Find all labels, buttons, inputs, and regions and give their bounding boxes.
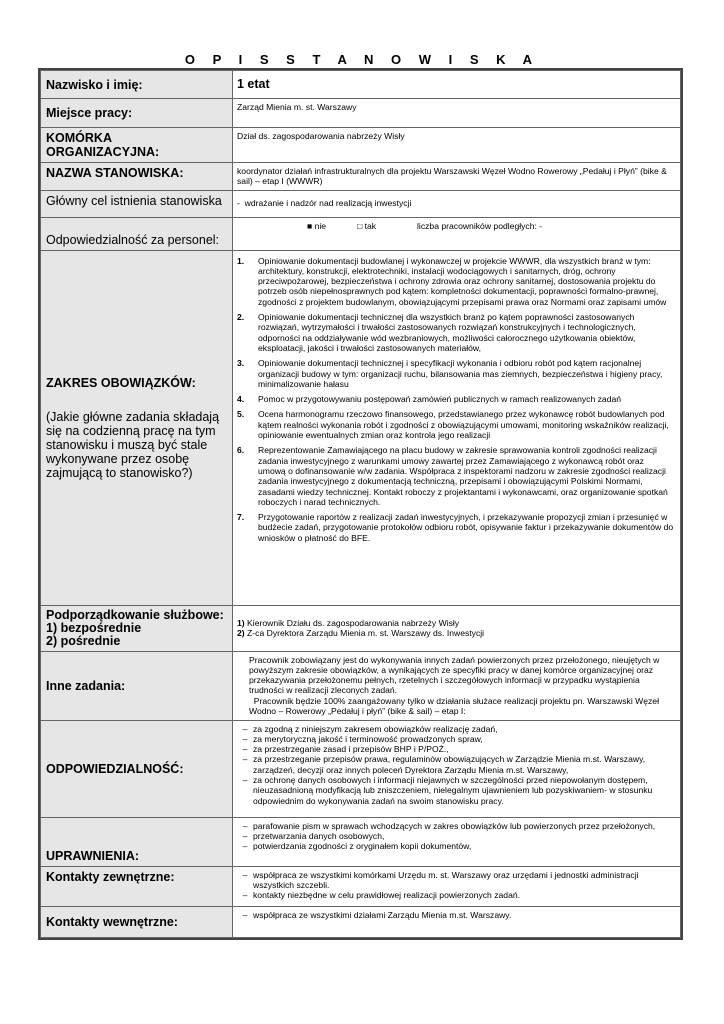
row-other	[41, 651, 681, 720]
duty-text: Pomoc w przygotowywaniu postępowań zamówień publicznych w ramach realizowanych zadań	[258, 394, 622, 405]
duty-number: 3.	[237, 358, 245, 369]
name-value: 1 etat	[233, 71, 681, 99]
row-subordination	[41, 605, 681, 651]
row-accountability	[41, 720, 681, 817]
accountability-item	[237, 734, 676, 744]
row-internal	[41, 906, 681, 937]
dash-bullet: –	[242, 744, 248, 755]
internal-contact-item	[237, 910, 676, 920]
responsibility-no: ■ nie	[307, 220, 327, 231]
row-unit	[41, 128, 681, 163]
dash-bullet: –	[242, 820, 248, 831]
external-contact-item-text: kontakty niezbędne w celu prawidłowej realizacji powierzonych zadań.	[253, 890, 521, 901]
subordination-title: Podporządkowanie służbowe:	[46, 607, 224, 622]
row-goal	[41, 190, 681, 217]
duty-text: Przygotowanie raportów z realizacji zadań inwestycyjnych, i przekazywanie propozycji zmian i przesunięć w budżecie zadań, przygotowanie protokołów odbioru robót, opisywanie faktur i przekazywanie dokumentów do wniosków o płatność do BFE.	[258, 512, 674, 543]
position-label: NAZWA STANOWISKA:	[41, 163, 233, 191]
other-label: Inne zadania:	[41, 651, 233, 720]
row-duties	[41, 250, 681, 605]
powers-label: UPRAWNIENIA:	[41, 817, 233, 866]
dash-bullet: –	[242, 733, 248, 744]
duty-text: Opiniowanie dokumentacji budowlanej i wykonawczej w projekcie WWWR, dla wszystkich branż w tym: architektury, konstrukcji, elektrotechniki, instalacji wodociągowych i sanitarnych, dróg, ochrony przeciwpożarowej, bezpieczeństwa i ochrony zdrowia oraz ochrony sanitarnej, dostosowania projektu do potrzeb osób niepełnosprawnych pod kątem: kompletności dokumentacji, poprawności formalno-prawnej, zgodności z projektem budowlanym, obowiązującymi przepisami prawa oraz Normami oraz zapisami umów	[258, 255, 667, 307]
duty-number: 7.	[237, 512, 245, 523]
powers-item	[237, 821, 676, 831]
external-contact-item	[237, 870, 676, 891]
workplace-label: Miejsce pracy:	[41, 99, 233, 128]
goal-text: wdrażanie i nadzór nad realizacją inwestycji	[244, 198, 412, 209]
duty-text: Opiniowanie dokumentacji technicznej dla wszystkich branż po kątem poprawności zastosowanych rozwiązań, wytrzymałości i trwałości zastosowanych rozwiązań konstrukcyjnych i technologicznych, odporności na oddziaływanie wód wezbraniowych, możliwości całorocznego użytkowania obiektów, eksploatacji, jakości i trwałości zastosowanych materiałów,	[258, 312, 636, 353]
duty-text: Opiniowanie dokumentacji technicznej i specyfikacji wykonania i odbioru robót pod kątem racjonalnej organizacji budowy w tym: organizacji ruchu, bilansowania mas ziemnych, bezpieczeństwa i higieny pracy, minimalizowanie hałasu	[258, 358, 663, 389]
accountability-item-text: za przestrzeganie przepisów prawa, regulaminów obowiązujących w Zarządzie Mienia m.st. Warszawy, zarządzeń, decyzji oraz innych poleceń Dyrektora Zarządu Mienia m.st. Warszawy,	[253, 754, 646, 775]
duty-text: Ocena harmonogramu rzeczowo finansowego, przedstawianego przez wykonawcę robót budowlanych pod kątem realności wykonania robót i zgodności z obowiązującymi umowami, monitoring wskaźników realizacji, opiniowanie ewentualnych zmian oraz kontrola jego realizacji	[258, 409, 669, 441]
powers-item-text: przetwarzania danych osobowych,	[253, 830, 385, 841]
powers-item-text: parafowanie pism w sprawach wchodzących w zakres obowiązków lub powierzonych przez przełożonych,	[253, 820, 656, 831]
dash-bullet: –	[242, 754, 248, 765]
dash-bullet: –	[242, 909, 248, 920]
subordination-value: 1) Kierownik Działu ds. zagospodarowania nabrzeży Wisły 2) Z-ca Dyrektora Zarządu Mienia m. st. Warszawy ds. Inwestycji	[233, 605, 681, 651]
duties-list	[237, 256, 676, 543]
subordination-direct: 1) bezpośrednie	[46, 620, 142, 635]
other-paragraph-1: Pracownik zobowiązany jest do wykonywania innych zadań powierzonych przez przełożonego, nieujętych w powyższym zakresie obowiązków, a wynikających ze specyfiki pracy w danej komórce organizacyjnej oraz przekazywania przełożonemu pełnych, rzetelnych i szczegółowych informacji w przypadku wystąpienia trudności w realizacji zleconych zadań.	[249, 654, 660, 696]
duties-title: ZAKRES OBOWIĄZKÓW:	[46, 375, 196, 390]
accountability-item	[237, 744, 676, 754]
responsibility-count: liczba pracowników podległych: -	[417, 220, 543, 231]
responsibility-label: Odpowiedzialność za personel:	[41, 217, 233, 250]
other-value	[233, 651, 681, 720]
powers-item	[237, 831, 676, 841]
duty-item	[237, 394, 674, 404]
dash-bullet: –	[242, 830, 248, 841]
row-workplace	[41, 99, 681, 128]
row-position	[41, 163, 681, 191]
accountability-item	[237, 724, 676, 734]
internal-contact-item-text: współpraca ze wszystkimi działami Zarządu Mienia m.st. Warszawy.	[253, 909, 512, 920]
responsibility-yes: □ tak	[357, 220, 377, 231]
duty-number: 4.	[237, 394, 245, 405]
accountability-item	[237, 775, 676, 806]
row-powers	[41, 817, 681, 866]
goal-dash: -	[237, 198, 240, 209]
accountability-item-text: za zgodną z niniejszym zakresem obowiązków realizację zadań,	[253, 723, 498, 734]
job-description-table	[40, 70, 681, 938]
duty-number: 1.	[237, 255, 245, 266]
duty-item	[237, 409, 674, 440]
accountability-item-text: za merytoryczną jakość i terminowość prowadzonych spraw,	[253, 733, 483, 744]
duty-item	[237, 512, 674, 543]
subordination-label	[41, 605, 233, 651]
responsibility-value	[233, 217, 681, 250]
row-name	[41, 71, 681, 99]
duties-subtitle: (Jakie główne zadania składają się na codzienną pracę na tym stanowisku i muszą być stale wykonywane przez osobę zajmującą to stanowisko?)	[46, 409, 220, 480]
dash-bullet: –	[242, 775, 248, 786]
external-value	[233, 866, 681, 906]
duty-text: Reprezentowanie Zamawiającego na placu budowy w zakresie sprawowania kontroli zgodności realizacji zadania inwestycyjnego z warunkami umowy zawartej przez Zamawiającego z wykonawcą robót oraz umową o dofinansowanie w/w zadania. Współpraca z inspektorami nadzoru w zakresie zgodności realizacji zadania inwestycyjnego z dokumentacją techniczną, przepisami i obowiązującymi Polskimi Normami, zasadami wiedzy technicznej. Kontakt roboczy z projektantami i wykonawcami, oraz organizowanie spotkań roboczych i narad technicznych.	[258, 445, 668, 507]
row-responsibility	[41, 217, 681, 250]
accountability-item-text: za przestrzeganie zasad i przepisów BHP i P/POŻ.,	[253, 744, 449, 755]
powers-list	[237, 821, 676, 852]
accountability-item-text: za ochronę danych osobowych i informacji niejawnych w szczególności przed niepowołanym dostępem, nieuzasadnioną modyfikacją lub zniszczeniem, nielegalnym ujawnieniem lub pozyskiwaniem- w stosunku odpowiednim do wykonywania zadań na swoim stanowisku pracy.	[253, 775, 653, 806]
accountability-label: ODPOWIEDZIALNOŚĆ:	[41, 720, 233, 817]
internal-value	[233, 906, 681, 937]
goal-label: Główny cel istnienia stanowiska	[41, 190, 233, 217]
duty-item	[237, 312, 674, 353]
powers-item-text: potwierdzania zgodności z oryginałem kopii dokumentów,	[253, 841, 472, 852]
external-contact-item	[237, 890, 676, 900]
accountability-value	[233, 720, 681, 817]
subordination-direct-value: Kierownik Działu ds. zagospodarowania nabrzeży Wisły	[247, 617, 460, 628]
document-title: O P I S S T A N O W I S K A	[184, 52, 540, 67]
duty-item	[237, 358, 674, 389]
external-label: Kontakty zewnętrzne:	[41, 866, 233, 906]
external-contact-item-text: współpraca ze wszystkimi komórkami Urzędu m. st. Warszawy oraz urzędami i jednostki administracji wszystkich szczebli.	[253, 869, 639, 890]
position-value: koordynator działań infrastrukturalnych dla projektu Warszawski Węzeł Wodno Rowerowy „Pedałuj i Płyń” (bike & sail) – etap I (WWWR)	[233, 163, 681, 191]
duties-label	[41, 250, 233, 605]
duty-number: 6.	[237, 445, 245, 456]
accountability-list	[237, 724, 676, 806]
accountability-item	[237, 754, 676, 775]
dash-bullet: –	[242, 869, 248, 880]
powers-value	[233, 817, 681, 866]
duty-number: 5.	[237, 409, 245, 420]
dash-bullet: –	[242, 890, 248, 901]
duty-number: 2.	[237, 312, 245, 323]
external-list	[237, 870, 676, 901]
subordination-indirect: 2) pośrednie	[46, 633, 121, 648]
dash-bullet: –	[242, 723, 248, 734]
internal-label: Kontakty wewnętrzne:	[41, 906, 233, 937]
unit-label: KOMÓRKA ORGANIZACYJNA:	[41, 128, 233, 163]
workplace-value: Zarząd Mienia m. st. Warszawy	[233, 99, 681, 128]
powers-item	[237, 841, 676, 851]
subordination-indirect-value: Z-ca Dyrektora Zarządu Mienia m. st. Warszawy ds. Inwestycji	[247, 628, 485, 639]
dash-bullet: –	[242, 841, 248, 852]
other-paragraph-2: Pracownik będzie 100% zaangażowany tylko w działania służace realizacji projektu pn. Warszawski Węzeł Wodno – Rowerowy „Pedałuj i płyń” (bike & sail) – etap I:	[249, 695, 659, 717]
unit-value: Dział ds. zagospodarowania nabrzeży Wisły	[233, 128, 681, 163]
duty-item	[237, 256, 674, 307]
name-label: Nazwisko i imię:	[41, 71, 233, 99]
internal-list	[237, 910, 676, 920]
duty-item	[237, 445, 674, 507]
duties-value	[233, 250, 681, 605]
row-external	[41, 866, 681, 906]
goal-value	[233, 190, 681, 217]
